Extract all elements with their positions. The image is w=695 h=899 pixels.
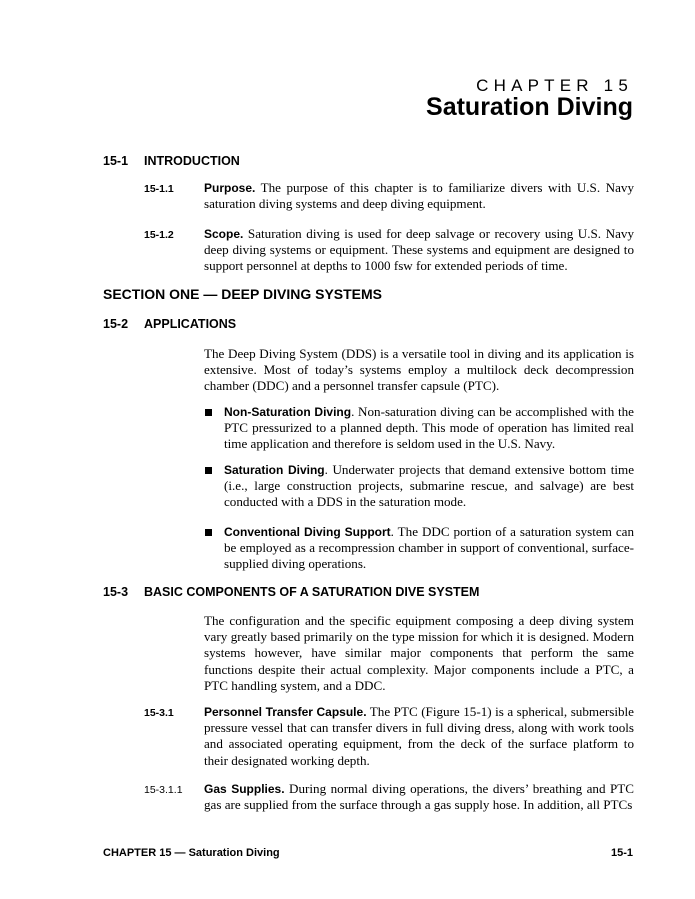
para-15-3-1-1 [204,781,634,813]
section-15-3-title: BASIC COMPONENTS OF A SATURATION DIVE SYSTEM [144,585,480,599]
chapter-title: Saturation Diving [426,93,633,121]
para-15-1-1-lead: Purpose. [204,181,256,195]
para-15-2-intro: The Deep Diving System (DDS) is a versatile tool in diving and its application is extensive. Most of today’s systems employ a multilock deck decompression chamber (DDC) and a personnel transfer capsule (PTC). [204,346,634,394]
section-15-1-number: 15-1 [103,154,129,168]
para-15-3-1-1-text: During normal diving operations, the divers’ breathing and PTC gas are supplied from the surface through a gas supply hose. In addition, all PTCs [204,781,634,813]
para-15-3-1-lead: Personnel Transfer Capsule. [204,705,367,719]
para-15-1-2-lead: Scope. [204,227,244,241]
bullet-icon [205,467,212,474]
bullet-text: . The DDC portion of a saturation system can be employed as a recompression chamber in support of conventional, surface-supplied diving operations. [224,524,634,572]
page-number: 15-1 [610,847,633,859]
footer-chapter-title: CHAPTER 15 — Saturation Diving [103,847,280,859]
para-15-1-1-number: 15-1.1 [144,183,174,195]
para-15-3-1 [204,704,634,769]
chapter-label: CHAPTER 15 [476,76,633,95]
bullet-text: . Non-saturation diving can be accomplished with the PTC pressurized to a planned depth. This mode of operation has limited real time application and therefore is seldom used in the U.S. Navy. [224,404,634,452]
para-15-1-2-number: 15-1.2 [144,229,174,241]
bullet-item [224,404,634,453]
para-15-3-1-text: The PTC (Figure 15-1) is a spherical, submersible pressure vessel that can transfer divers in full diving dress, along with work tools and associated operating equipment, from the deck of the surface platform to their designated working depth. [204,704,634,768]
para-15-3-intro: The configuration and the specific equipment composing a deep diving system vary greatly based primarily on the type mission for which it is designed. Modern systems however, have similar major components that perform the same functions despite their actual complexity. Major components include a PTC, a PTC handling system, and a DDC. [204,613,634,693]
bullet-text: . Underwater projects that demand extensive bottom time (i.e., large construction projects, submarine rescue, and salvage) are best conducted with a DDS in the saturation mode. [224,462,635,510]
bullet-item [224,524,634,573]
bullet-lead: Saturation Diving [224,463,325,477]
section-15-3-number: 15-3 [103,585,129,599]
para-15-3-1-1-number: 15-3.1.1 [144,784,183,796]
section-15-2-title: APPLICATIONS [144,317,237,331]
para-15-1-2 [204,226,634,275]
para-15-3-1-number: 15-3.1 [144,707,174,719]
section-one-title: SECTION ONE — DEEP DIVING SYSTEMS [103,286,383,302]
section-15-1-title: INTRODUCTION [144,154,240,168]
para-15-1-1 [204,180,634,212]
bullet-lead: Non-Saturation Diving [224,405,352,419]
para-15-1-1-text: The purpose of this chapter is to familiarize divers with U.S. Navy saturation diving systems and deep diving equipment. [204,180,634,212]
bullet-icon [205,409,212,416]
bullet-item [224,462,634,511]
bullet-lead: Conventional Diving Support [224,525,391,539]
para-15-3-1-1-lead: Gas Supplies. [204,782,285,796]
para-15-1-2-text: Saturation diving is used for deep salvage or recovery using U.S. Navy deep diving systems or equipment. These systems and equipment are designed to support personnel at depths to 1000 fsw for extended periods of time. [204,226,634,274]
section-15-2-number: 15-2 [103,317,129,331]
bullet-icon [205,529,212,536]
